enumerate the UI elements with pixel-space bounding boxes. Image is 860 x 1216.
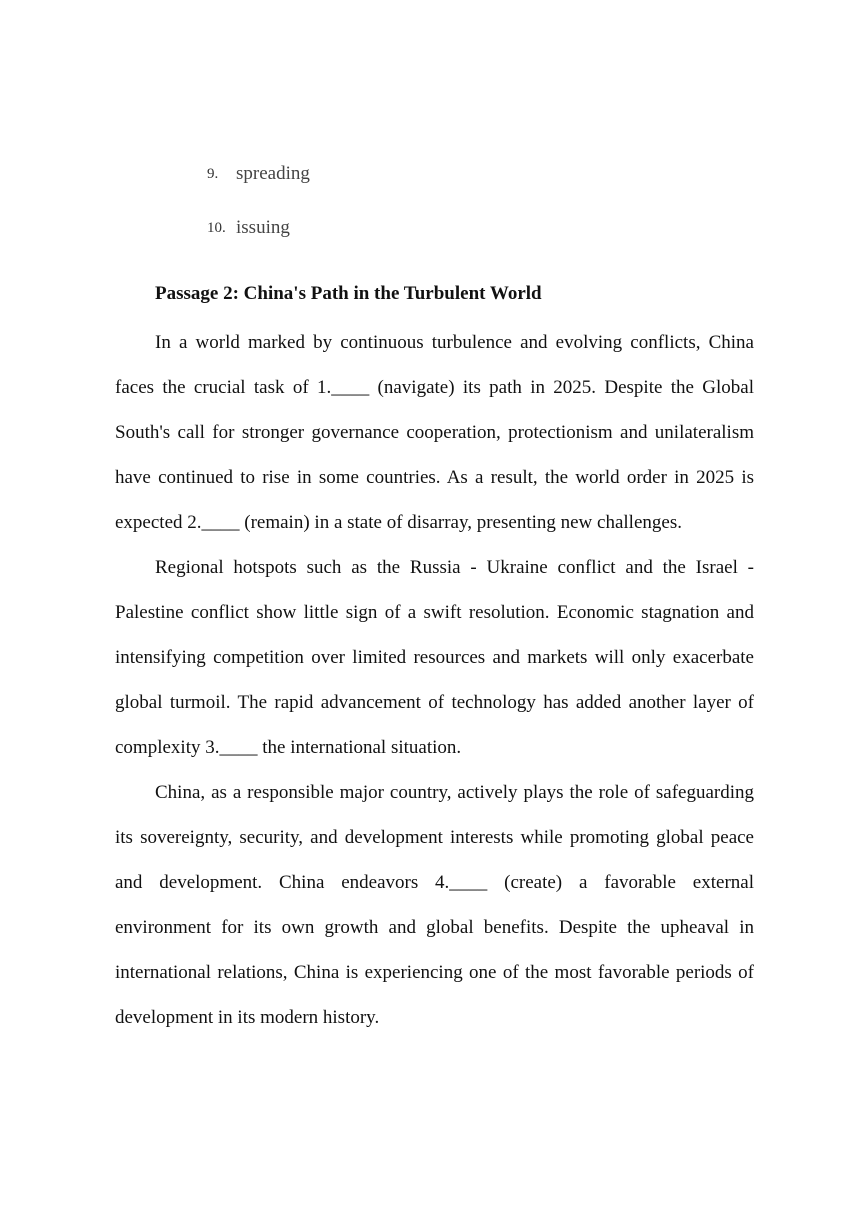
- list-item-word: spreading: [236, 163, 310, 184]
- paragraph: In a world marked by continuous turbulence and evolving conflicts, China faces the crucial task of 1.____ (navigate) its path in 2025. Despite the Global South's call for stronger governance cooperation, protectionism and unilateralism have continued to rise in some countries. As a result, the world order in 2025 is expected 2.____ (remain) in a state of disarray, presenting new challenges.: [115, 332, 754, 533]
- list-item-word: issuing: [236, 217, 290, 238]
- passage-title: Passage 2: China's Path in the Turbulent World: [155, 283, 542, 304]
- passage-body: [115, 320, 754, 1040]
- list-item-number: 9.: [207, 166, 219, 182]
- paragraph: China, as a responsible major country, actively plays the role of safeguarding its sovereignty, security, and development interests while promoting global peace and development. China endeavors 4.____ (create) a favorable external environment for its own growth and global benefits. Despite the upheaval in international relations, China is experiencing one of the most favorable periods of development in its modern history.: [115, 782, 754, 1028]
- paragraph: Regional hotspots such as the Russia - Ukraine conflict and the Israel - Palestine conflict show little sign of a swift resolution. Economic stagnation and intensifying competition over limited resources and markets will only exacerbate global turmoil. The rapid advancement of technology has added another layer of complexity 3.____ the international situation.: [115, 557, 754, 758]
- list-item: [207, 160, 310, 214]
- list-item: [207, 214, 310, 268]
- answer-list: [207, 160, 310, 268]
- list-item-number: 10.: [207, 220, 226, 236]
